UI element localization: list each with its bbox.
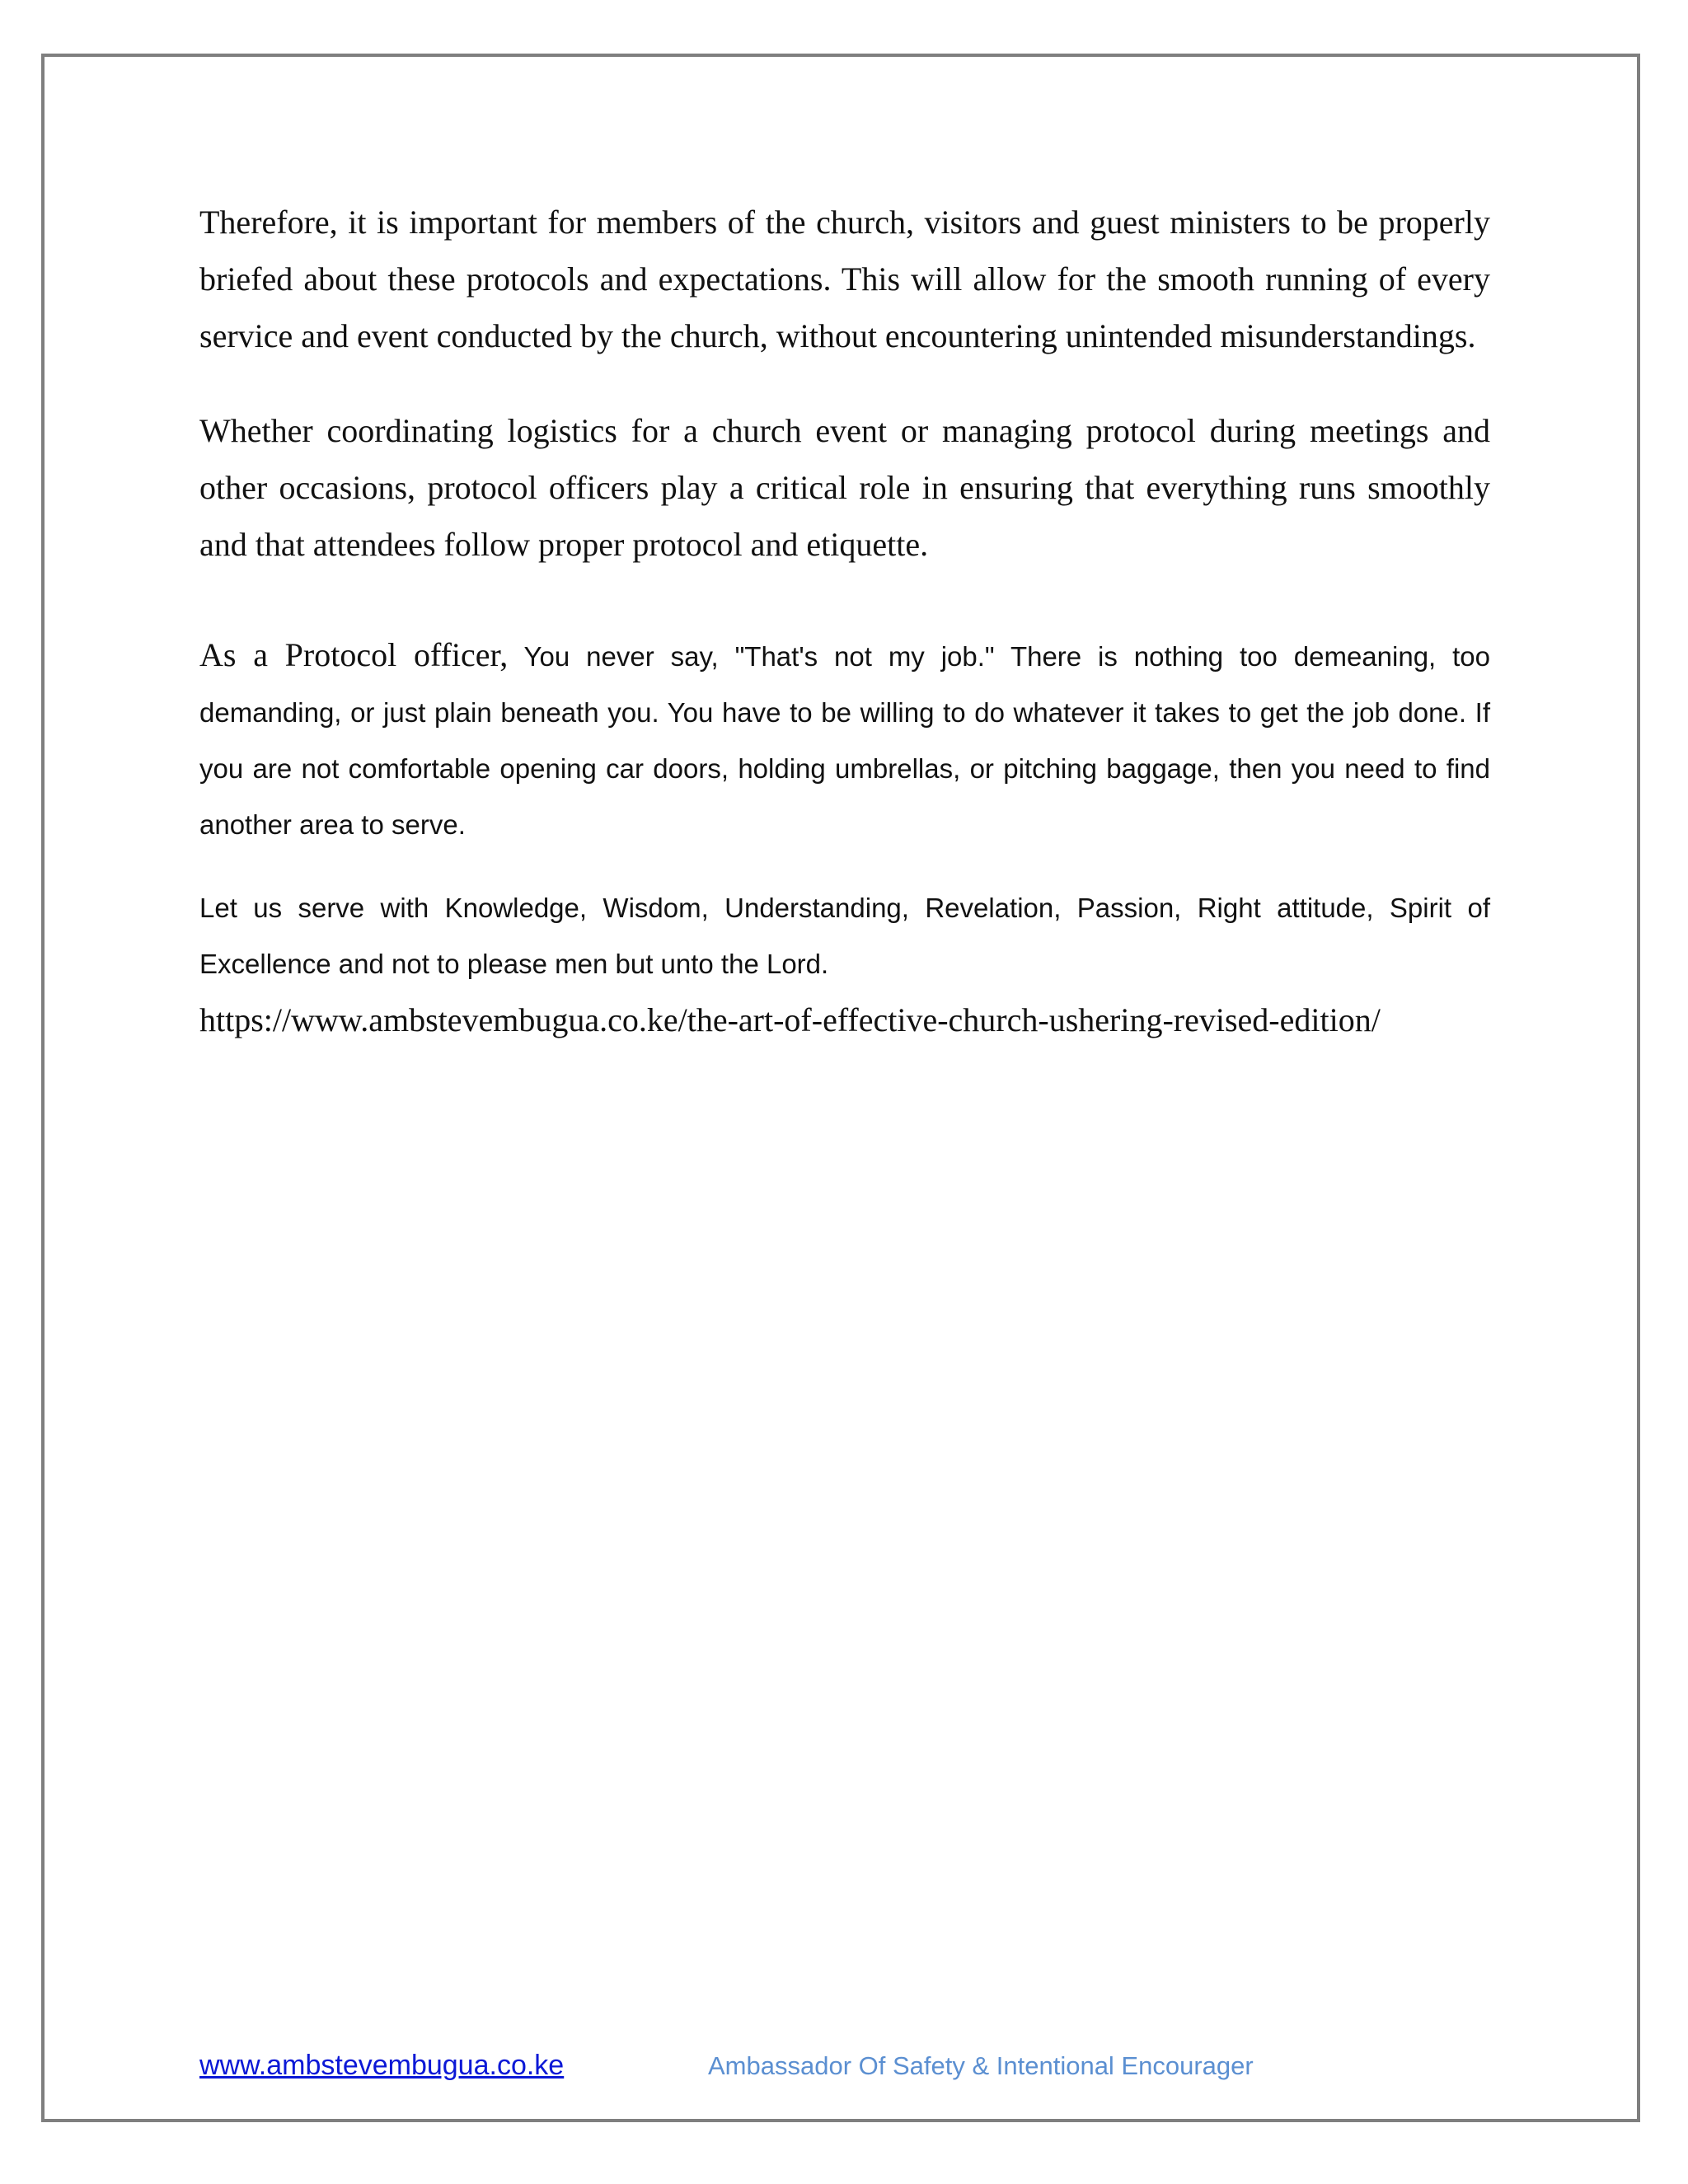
paragraph-protocol-officers: Whether coordinating logistics for a church event or managing protocol during meetings and other occasions, protocol officers play a critical role in ensuring that everything runs smoothly and that attendees follow proper protocol and etiquette. [199,412,1490,563]
website-link[interactable]: www.ambstevembugua.co.ke [199,2050,565,2081]
source-url-text: https://www.ambstevembugua.co.ke/the-art-of-effective-church-ushering-revised-edition/ [199,1001,1381,1038]
page-footer [199,2050,1490,2091]
paragraph-lead-text: As a Protocol officer, [199,636,509,673]
paragraph-serve-with: Let us serve with Knowledge, Wisdom, Understanding, Revelation, Passion, Right attitude, Spirit of Excellence and not to please men but unto the Lord. [199,893,1490,979]
paragraph-not-my-job [199,627,1490,853]
document-body [199,194,1490,1048]
paragraph-body-text: You never say, "That's not my job." There is nothing too demeaning, too demanding, or just plain beneath you. You have to be willing to do whatever it takes to get the job done. If you are not comfortable opening car doors, holding umbrellas, or pitching baggage, then you need to find another area to serve. [199,641,1490,840]
footer-tagline: Ambassador Of Safety & Intentional Encourager [708,2051,1254,2080]
paragraph-briefing: Therefore, it is important for members of the church, visitors and guest ministers to be properly briefed about these protocols and expectations. This will allow for the smooth running of every service and event conducted by the church, without encountering unintended misunderstandings. [199,204,1490,354]
